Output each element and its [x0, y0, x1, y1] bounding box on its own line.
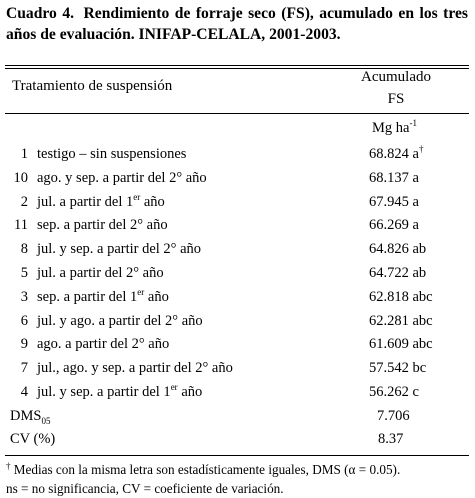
column-header-value-line2: FS	[387, 91, 405, 107]
row-number: 8	[20, 241, 28, 258]
row-treatment	[37, 334, 169, 354]
column-header-treatment: Tratamiento de suspensión	[12, 78, 173, 94]
row-value-text: 56.262 c	[369, 384, 419, 400]
row-treatment	[37, 239, 201, 259]
row-treatment-text: jul. y sep. a partir del 1	[37, 384, 171, 400]
row-number: 3	[20, 288, 28, 305]
table-row	[0, 263, 475, 283]
cv-value: 8.37	[378, 431, 404, 447]
row-value	[369, 334, 433, 354]
unit-text: Mg ha	[372, 120, 410, 136]
row-treatment	[37, 382, 202, 402]
row-number: 10	[13, 169, 28, 186]
row-value	[369, 215, 419, 235]
row-value	[369, 168, 419, 188]
row-number: 2	[20, 193, 28, 210]
caption-label: Cuadro 4.	[6, 5, 75, 22]
table-row	[0, 144, 475, 164]
column-header-value-line1: Acumulado	[361, 69, 431, 85]
row-number: 7	[20, 360, 28, 377]
dms-subscript: 05	[41, 415, 51, 426]
table-row	[0, 382, 475, 402]
row-value	[369, 382, 419, 402]
row-treatment-superscript: er	[133, 191, 141, 202]
footnote-dagger: †	[6, 461, 11, 471]
footnote-line-1-text: Medias con la misma letra son estadísticamente iguales, DMS (α = 0.05).	[13, 462, 401, 477]
row-number: 5	[20, 265, 28, 281]
row-treatment	[37, 287, 169, 307]
bottom-rule	[5, 455, 469, 456]
row-treatment-suffix: año	[177, 384, 203, 400]
dms-label	[10, 406, 50, 426]
table-row	[0, 239, 475, 259]
row-value	[369, 358, 426, 378]
row-treatment-suffix: año	[140, 193, 165, 210]
row-treatment	[37, 263, 164, 283]
row-treatment	[37, 168, 207, 188]
row-treatment-text: testigo – sin suspensiones	[37, 146, 187, 162]
unit-exponent: -1	[409, 118, 417, 129]
table-caption	[6, 3, 468, 45]
table-row	[0, 168, 475, 188]
row-value-text: 62.281 abc	[369, 312, 433, 329]
row-treatment-superscript: er	[137, 286, 145, 297]
row-value	[369, 239, 426, 259]
row-number: 4	[20, 384, 28, 400]
footnote-line-1	[6, 457, 468, 479]
row-treatment-text: ago. a partir del 2° año	[37, 336, 170, 353]
row-treatment-superscript: er	[170, 382, 178, 393]
row-treatment-text: sep. a partir del 2° año	[37, 217, 168, 234]
row-value-text: 66.269 a	[369, 217, 419, 234]
row-value	[369, 192, 419, 212]
row-treatment	[37, 215, 168, 235]
table-row	[0, 311, 475, 331]
row-value-text: 67.945 a	[369, 193, 419, 210]
footnote	[6, 457, 468, 498]
row-treatment	[37, 311, 203, 331]
caption-text: Rendimiento de forraje seco (FS), acumulado en los tres años de evaluación. INIFAP-CELALA, 2001-2003.	[6, 5, 469, 43]
row-value	[369, 144, 423, 164]
row-value	[369, 311, 433, 331]
row-treatment	[37, 192, 165, 212]
row-value-text: 57.542 bc	[369, 360, 427, 377]
row-value	[369, 287, 433, 307]
row-treatment-suffix: año	[144, 288, 169, 305]
row-value-text: 68.137 a	[369, 169, 419, 186]
dms-label-text: DMS	[10, 408, 42, 424]
cv-label: CV (%)	[10, 431, 56, 447]
row-value-text: 62.818 abc	[369, 288, 433, 305]
header-rule	[5, 113, 469, 114]
table-row	[0, 358, 475, 378]
dms-value: 7.706	[377, 408, 410, 424]
row-value-text: 61.609 abc	[369, 336, 433, 353]
table-row	[0, 192, 475, 212]
row-treatment-text: ago. y sep. a partir del 2° año	[37, 169, 207, 186]
row-treatment-text: jul. a partir del 1	[37, 193, 134, 210]
row-treatment-text: jul., ago. y sep. a partir del 2° año	[37, 360, 233, 377]
column-header-value	[340, 66, 452, 110]
table-row	[0, 287, 475, 307]
row-treatment-text: jul. y sep. a partir del 2° año	[37, 241, 202, 258]
unit-label	[372, 120, 417, 137]
table-row	[0, 215, 475, 235]
row-treatment-text: sep. a partir del 1	[37, 288, 138, 305]
footnote-line-2: ns = no significancia, CV = coeficiente de variación.	[6, 481, 284, 496]
row-treatment-text: jul. a partir del 2° año	[37, 265, 164, 281]
row-treatment-text: jul. y ago. a partir del 2° año	[37, 312, 203, 329]
row-treatment	[37, 358, 233, 378]
row-treatment	[37, 144, 186, 164]
row-value-text: 68.824 a	[369, 146, 419, 162]
row-value-mark: †	[418, 144, 424, 155]
row-number: 11	[14, 217, 28, 234]
row-value-text: 64.722 ab	[369, 265, 427, 281]
row-number: 9	[20, 336, 28, 353]
row-value	[369, 263, 426, 283]
row-number: 6	[20, 312, 28, 329]
row-value-text: 64.826 ab	[369, 241, 427, 258]
table-row	[0, 334, 475, 354]
row-number: 1	[20, 146, 28, 162]
